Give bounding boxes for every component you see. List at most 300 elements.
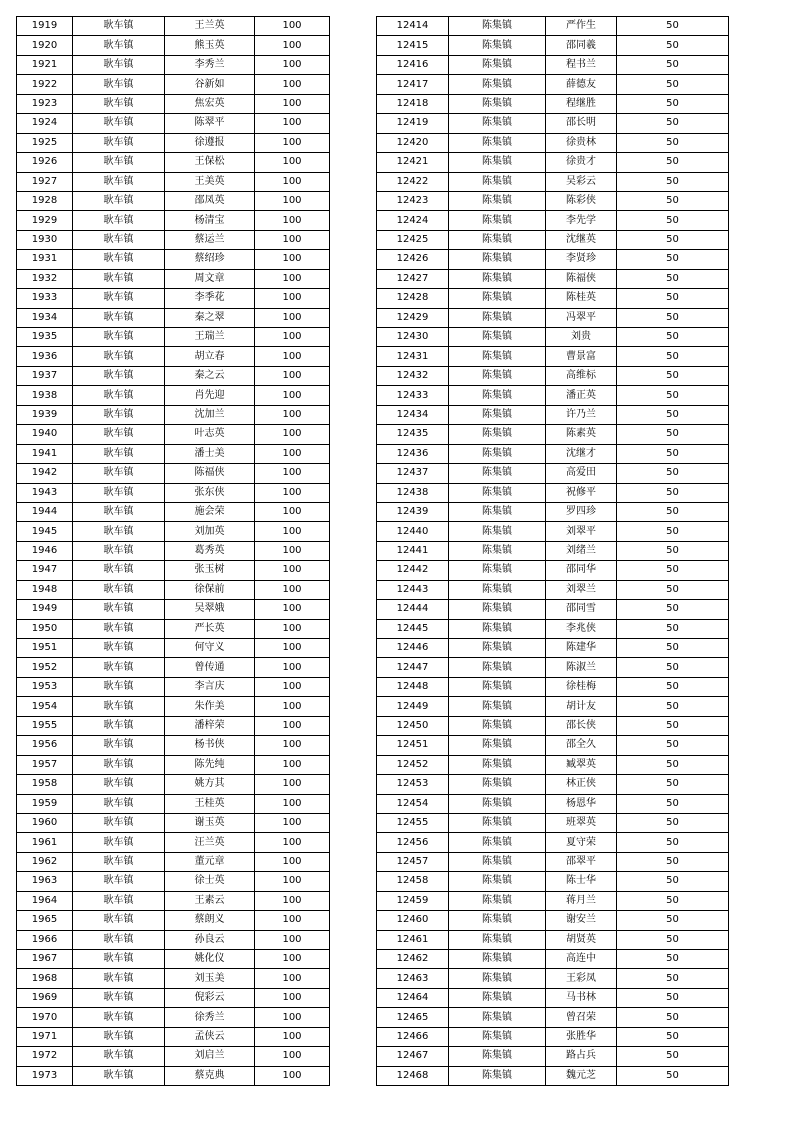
name-cell: 谢玉英 bbox=[165, 813, 255, 832]
serial-number-cell: 1958 bbox=[17, 775, 73, 794]
town-cell: 耿车镇 bbox=[73, 502, 165, 521]
table-row bbox=[377, 153, 729, 172]
amount-cell: 50 bbox=[617, 191, 729, 210]
serial-number-cell: 12437 bbox=[377, 464, 449, 483]
town-cell: 耿车镇 bbox=[73, 75, 165, 94]
table-row bbox=[377, 580, 729, 599]
table-row bbox=[377, 794, 729, 813]
town-cell: 耿车镇 bbox=[73, 211, 165, 230]
table-row bbox=[377, 230, 729, 249]
amount-cell: 50 bbox=[617, 736, 729, 755]
town-cell: 耿车镇 bbox=[73, 561, 165, 580]
town-cell: 陈集镇 bbox=[449, 619, 546, 638]
name-cell: 胡立春 bbox=[165, 347, 255, 366]
amount-cell: 50 bbox=[617, 950, 729, 969]
table-row bbox=[17, 250, 330, 269]
town-cell: 陈集镇 bbox=[449, 1047, 546, 1066]
amount-cell: 50 bbox=[617, 425, 729, 444]
amount-cell: 50 bbox=[617, 522, 729, 541]
table-row bbox=[17, 172, 330, 191]
amount-cell: 50 bbox=[617, 328, 729, 347]
table-row bbox=[377, 502, 729, 521]
serial-number-cell: 12450 bbox=[377, 716, 449, 735]
amount-cell: 50 bbox=[617, 308, 729, 327]
serial-number-cell: 1925 bbox=[17, 133, 73, 152]
amount-cell: 50 bbox=[617, 1027, 729, 1046]
name-cell: 程继胜 bbox=[546, 94, 617, 113]
table-row bbox=[17, 36, 330, 55]
amount-cell: 50 bbox=[617, 1066, 729, 1085]
amount-cell: 100 bbox=[255, 405, 330, 424]
name-cell: 薛德友 bbox=[546, 75, 617, 94]
table-row bbox=[377, 464, 729, 483]
serial-number-cell: 12441 bbox=[377, 541, 449, 560]
amount-cell: 100 bbox=[255, 425, 330, 444]
amount-cell: 100 bbox=[255, 36, 330, 55]
table-row bbox=[377, 561, 729, 580]
amount-cell: 100 bbox=[255, 522, 330, 541]
town-cell: 耿车镇 bbox=[73, 794, 165, 813]
name-cell: 陈先纯 bbox=[165, 755, 255, 774]
amount-cell: 100 bbox=[255, 639, 330, 658]
amount-cell: 100 bbox=[255, 133, 330, 152]
left-table bbox=[16, 16, 330, 1086]
town-cell: 耿车镇 bbox=[73, 813, 165, 832]
table-row bbox=[17, 775, 330, 794]
town-cell: 耿车镇 bbox=[73, 677, 165, 696]
name-cell: 蒋月兰 bbox=[546, 891, 617, 910]
town-cell: 陈集镇 bbox=[449, 988, 546, 1007]
name-cell: 秦之翠 bbox=[165, 308, 255, 327]
amount-cell: 50 bbox=[617, 911, 729, 930]
name-cell: 陈彩侠 bbox=[546, 191, 617, 210]
serial-number-cell: 12452 bbox=[377, 755, 449, 774]
table-row bbox=[17, 911, 330, 930]
serial-number-cell: 12414 bbox=[377, 17, 449, 36]
table-row bbox=[377, 619, 729, 638]
name-cell: 刘翠兰 bbox=[546, 580, 617, 599]
amount-cell: 100 bbox=[255, 444, 330, 463]
name-cell: 刘启兰 bbox=[165, 1047, 255, 1066]
name-cell: 邵全久 bbox=[546, 736, 617, 755]
serial-number-cell: 12432 bbox=[377, 366, 449, 385]
town-cell: 耿车镇 bbox=[73, 444, 165, 463]
amount-cell: 100 bbox=[255, 347, 330, 366]
table-row bbox=[17, 308, 330, 327]
serial-number-cell: 1967 bbox=[17, 950, 73, 969]
name-cell: 谷新如 bbox=[165, 75, 255, 94]
name-cell: 徐保前 bbox=[165, 580, 255, 599]
name-cell: 周文章 bbox=[165, 269, 255, 288]
town-cell: 陈集镇 bbox=[449, 658, 546, 677]
table-row bbox=[17, 813, 330, 832]
serial-number-cell: 1966 bbox=[17, 930, 73, 949]
table-row bbox=[377, 55, 729, 74]
table-row bbox=[17, 502, 330, 521]
amount-cell: 50 bbox=[617, 94, 729, 113]
name-cell: 祝修平 bbox=[546, 483, 617, 502]
table-row bbox=[17, 969, 330, 988]
name-cell: 沈继英 bbox=[546, 230, 617, 249]
name-cell: 孙良云 bbox=[165, 930, 255, 949]
name-cell: 徐遵报 bbox=[165, 133, 255, 152]
serial-number-cell: 1952 bbox=[17, 658, 73, 677]
amount-cell: 100 bbox=[255, 600, 330, 619]
table-row bbox=[377, 639, 729, 658]
name-cell: 邵同雪 bbox=[546, 600, 617, 619]
amount-cell: 50 bbox=[617, 658, 729, 677]
town-cell: 陈集镇 bbox=[449, 328, 546, 347]
name-cell: 夏守荣 bbox=[546, 833, 617, 852]
serial-number-cell: 12462 bbox=[377, 950, 449, 969]
town-cell: 耿车镇 bbox=[73, 269, 165, 288]
amount-cell: 50 bbox=[617, 677, 729, 696]
table-row bbox=[17, 289, 330, 308]
amount-cell: 100 bbox=[255, 833, 330, 852]
serial-number-cell: 12464 bbox=[377, 988, 449, 1007]
table-row bbox=[377, 988, 729, 1007]
amount-cell: 100 bbox=[255, 930, 330, 949]
name-cell: 林正侠 bbox=[546, 775, 617, 794]
town-cell: 耿车镇 bbox=[73, 191, 165, 210]
table-row bbox=[17, 94, 330, 113]
town-cell: 耿车镇 bbox=[73, 891, 165, 910]
table-row bbox=[17, 561, 330, 580]
serial-number-cell: 1931 bbox=[17, 250, 73, 269]
serial-number-cell: 1948 bbox=[17, 580, 73, 599]
town-cell: 陈集镇 bbox=[449, 133, 546, 152]
serial-number-cell: 12447 bbox=[377, 658, 449, 677]
table-row bbox=[377, 911, 729, 930]
town-cell: 耿车镇 bbox=[73, 250, 165, 269]
amount-cell: 50 bbox=[617, 969, 729, 988]
table-row bbox=[377, 852, 729, 871]
table-row bbox=[17, 872, 330, 891]
town-cell: 陈集镇 bbox=[449, 250, 546, 269]
town-cell: 耿车镇 bbox=[73, 716, 165, 735]
table-row bbox=[377, 1047, 729, 1066]
serial-number-cell: 12440 bbox=[377, 522, 449, 541]
amount-cell: 50 bbox=[617, 153, 729, 172]
amount-cell: 100 bbox=[255, 969, 330, 988]
amount-cell: 50 bbox=[617, 1008, 729, 1027]
name-cell: 肖先迎 bbox=[165, 386, 255, 405]
amount-cell: 100 bbox=[255, 736, 330, 755]
name-cell: 熊玉英 bbox=[165, 36, 255, 55]
serial-number-cell: 12442 bbox=[377, 561, 449, 580]
amount-cell: 100 bbox=[255, 950, 330, 969]
town-cell: 陈集镇 bbox=[449, 911, 546, 930]
serial-number-cell: 12444 bbox=[377, 600, 449, 619]
serial-number-cell: 12454 bbox=[377, 794, 449, 813]
name-cell: 李兆侠 bbox=[546, 619, 617, 638]
town-cell: 陈集镇 bbox=[449, 736, 546, 755]
name-cell: 李贤珍 bbox=[546, 250, 617, 269]
table-row bbox=[17, 580, 330, 599]
name-cell: 邵同羲 bbox=[546, 36, 617, 55]
town-cell: 耿车镇 bbox=[73, 541, 165, 560]
name-cell: 葛秀英 bbox=[165, 541, 255, 560]
serial-number-cell: 1942 bbox=[17, 464, 73, 483]
serial-number-cell: 12466 bbox=[377, 1027, 449, 1046]
table-row bbox=[17, 522, 330, 541]
name-cell: 张玉树 bbox=[165, 561, 255, 580]
town-cell: 耿车镇 bbox=[73, 230, 165, 249]
town-cell: 耿车镇 bbox=[73, 988, 165, 1007]
town-cell: 陈集镇 bbox=[449, 153, 546, 172]
serial-number-cell: 1945 bbox=[17, 522, 73, 541]
serial-number-cell: 1968 bbox=[17, 969, 73, 988]
serial-number-cell: 12436 bbox=[377, 444, 449, 463]
town-cell: 陈集镇 bbox=[449, 794, 546, 813]
name-cell: 陈福侠 bbox=[546, 269, 617, 288]
table-row bbox=[17, 891, 330, 910]
name-cell: 陈福侠 bbox=[165, 464, 255, 483]
town-cell: 耿车镇 bbox=[73, 1008, 165, 1027]
amount-cell: 100 bbox=[255, 94, 330, 113]
amount-cell: 50 bbox=[617, 75, 729, 94]
table-row bbox=[377, 891, 729, 910]
amount-cell: 50 bbox=[617, 211, 729, 230]
serial-number-cell: 12448 bbox=[377, 677, 449, 696]
town-cell: 耿车镇 bbox=[73, 755, 165, 774]
table-row bbox=[377, 600, 729, 619]
name-cell: 严作生 bbox=[546, 17, 617, 36]
amount-cell: 100 bbox=[255, 697, 330, 716]
name-cell: 潘士美 bbox=[165, 444, 255, 463]
table-row bbox=[17, 386, 330, 405]
town-cell: 陈集镇 bbox=[449, 172, 546, 191]
amount-cell: 50 bbox=[617, 833, 729, 852]
table-row bbox=[17, 366, 330, 385]
town-cell: 耿车镇 bbox=[73, 522, 165, 541]
table-row bbox=[17, 1027, 330, 1046]
name-cell: 曾传通 bbox=[165, 658, 255, 677]
town-cell: 耿车镇 bbox=[73, 483, 165, 502]
town-cell: 陈集镇 bbox=[449, 813, 546, 832]
table-row bbox=[377, 289, 729, 308]
table-row bbox=[17, 697, 330, 716]
name-cell: 邵长明 bbox=[546, 114, 617, 133]
name-cell: 孟侠云 bbox=[165, 1027, 255, 1046]
name-cell: 秦之云 bbox=[165, 366, 255, 385]
town-cell: 陈集镇 bbox=[449, 17, 546, 36]
serial-number-cell: 1920 bbox=[17, 36, 73, 55]
town-cell: 耿车镇 bbox=[73, 872, 165, 891]
serial-number-cell: 12458 bbox=[377, 872, 449, 891]
town-cell: 陈集镇 bbox=[449, 425, 546, 444]
name-cell: 王瑞兰 bbox=[165, 328, 255, 347]
serial-number-cell: 1940 bbox=[17, 425, 73, 444]
serial-number-cell: 1955 bbox=[17, 716, 73, 735]
town-cell: 耿车镇 bbox=[73, 36, 165, 55]
table-row bbox=[17, 716, 330, 735]
table-row bbox=[17, 425, 330, 444]
amount-cell: 50 bbox=[617, 133, 729, 152]
town-cell: 耿车镇 bbox=[73, 852, 165, 871]
town-cell: 陈集镇 bbox=[449, 1066, 546, 1085]
town-cell: 耿车镇 bbox=[73, 289, 165, 308]
town-cell: 陈集镇 bbox=[449, 444, 546, 463]
amount-cell: 100 bbox=[255, 1027, 330, 1046]
name-cell: 胡贤英 bbox=[546, 930, 617, 949]
table-row bbox=[17, 133, 330, 152]
serial-number-cell: 1934 bbox=[17, 308, 73, 327]
town-cell: 陈集镇 bbox=[449, 114, 546, 133]
serial-number-cell: 1962 bbox=[17, 852, 73, 871]
town-cell: 耿车镇 bbox=[73, 580, 165, 599]
table-row bbox=[377, 522, 729, 541]
table-row bbox=[17, 75, 330, 94]
amount-cell: 100 bbox=[255, 308, 330, 327]
serial-number-cell: 1964 bbox=[17, 891, 73, 910]
serial-number-cell: 1922 bbox=[17, 75, 73, 94]
town-cell: 耿车镇 bbox=[73, 425, 165, 444]
serial-number-cell: 1965 bbox=[17, 911, 73, 930]
name-cell: 邵凤英 bbox=[165, 191, 255, 210]
table-row bbox=[377, 328, 729, 347]
table-row bbox=[17, 269, 330, 288]
serial-number-cell: 12430 bbox=[377, 328, 449, 347]
serial-number-cell: 12417 bbox=[377, 75, 449, 94]
amount-cell: 50 bbox=[617, 444, 729, 463]
town-cell: 陈集镇 bbox=[449, 483, 546, 502]
name-cell: 何守义 bbox=[165, 639, 255, 658]
town-cell: 陈集镇 bbox=[449, 697, 546, 716]
serial-number-cell: 1963 bbox=[17, 872, 73, 891]
amount-cell: 100 bbox=[255, 561, 330, 580]
name-cell: 姚化仪 bbox=[165, 950, 255, 969]
serial-number-cell: 1961 bbox=[17, 833, 73, 852]
name-cell: 张东侠 bbox=[165, 483, 255, 502]
serial-number-cell: 12446 bbox=[377, 639, 449, 658]
name-cell: 许乃兰 bbox=[546, 405, 617, 424]
table-row bbox=[377, 483, 729, 502]
table-row bbox=[17, 852, 330, 871]
town-cell: 陈集镇 bbox=[449, 852, 546, 871]
town-cell: 陈集镇 bbox=[449, 541, 546, 560]
name-cell: 姚方其 bbox=[165, 775, 255, 794]
town-cell: 耿车镇 bbox=[73, 619, 165, 638]
serial-number-cell: 1956 bbox=[17, 736, 73, 755]
amount-cell: 50 bbox=[617, 794, 729, 813]
amount-cell: 100 bbox=[255, 580, 330, 599]
name-cell: 徐士英 bbox=[165, 872, 255, 891]
town-cell: 陈集镇 bbox=[449, 308, 546, 327]
amount-cell: 50 bbox=[617, 502, 729, 521]
town-cell: 耿车镇 bbox=[73, 55, 165, 74]
amount-cell: 100 bbox=[255, 541, 330, 560]
amount-cell: 100 bbox=[255, 366, 330, 385]
name-cell: 蔡运兰 bbox=[165, 230, 255, 249]
name-cell: 徐贵林 bbox=[546, 133, 617, 152]
amount-cell: 100 bbox=[255, 775, 330, 794]
name-cell: 王彩凤 bbox=[546, 969, 617, 988]
table-row bbox=[17, 541, 330, 560]
amount-cell: 50 bbox=[617, 250, 729, 269]
name-cell: 张胜华 bbox=[546, 1027, 617, 1046]
town-cell: 耿车镇 bbox=[73, 347, 165, 366]
serial-number-cell: 1943 bbox=[17, 483, 73, 502]
town-cell: 陈集镇 bbox=[449, 716, 546, 735]
amount-cell: 50 bbox=[617, 697, 729, 716]
serial-number-cell: 12465 bbox=[377, 1008, 449, 1027]
town-cell: 耿车镇 bbox=[73, 386, 165, 405]
amount-cell: 50 bbox=[617, 289, 729, 308]
town-cell: 陈集镇 bbox=[449, 1027, 546, 1046]
serial-number-cell: 12427 bbox=[377, 269, 449, 288]
amount-cell: 100 bbox=[255, 153, 330, 172]
amount-cell: 50 bbox=[617, 988, 729, 1007]
name-cell: 曾召荣 bbox=[546, 1008, 617, 1027]
town-cell: 耿车镇 bbox=[73, 366, 165, 385]
amount-cell: 50 bbox=[617, 716, 729, 735]
serial-number-cell: 12419 bbox=[377, 114, 449, 133]
name-cell: 徐秀兰 bbox=[165, 1008, 255, 1027]
name-cell: 王素云 bbox=[165, 891, 255, 910]
name-cell: 陈士华 bbox=[546, 872, 617, 891]
table-row bbox=[377, 386, 729, 405]
town-cell: 耿车镇 bbox=[73, 133, 165, 152]
serial-number-cell: 1947 bbox=[17, 561, 73, 580]
amount-cell: 100 bbox=[255, 677, 330, 696]
town-cell: 陈集镇 bbox=[449, 75, 546, 94]
town-cell: 陈集镇 bbox=[449, 502, 546, 521]
name-cell: 施会荣 bbox=[165, 502, 255, 521]
amount-cell: 50 bbox=[617, 230, 729, 249]
table-row bbox=[377, 736, 729, 755]
serial-number-cell: 12443 bbox=[377, 580, 449, 599]
amount-cell: 100 bbox=[255, 755, 330, 774]
serial-number-cell: 12426 bbox=[377, 250, 449, 269]
name-cell: 蔡绍珍 bbox=[165, 250, 255, 269]
name-cell: 邵长侠 bbox=[546, 716, 617, 735]
serial-number-cell: 1936 bbox=[17, 347, 73, 366]
serial-number-cell: 1941 bbox=[17, 444, 73, 463]
town-cell: 陈集镇 bbox=[449, 405, 546, 424]
town-cell: 陈集镇 bbox=[449, 833, 546, 852]
town-cell: 耿车镇 bbox=[73, 94, 165, 113]
table-row bbox=[377, 658, 729, 677]
amount-cell: 50 bbox=[617, 775, 729, 794]
amount-cell: 50 bbox=[617, 483, 729, 502]
town-cell: 陈集镇 bbox=[449, 872, 546, 891]
amount-cell: 100 bbox=[255, 211, 330, 230]
serial-number-cell: 12445 bbox=[377, 619, 449, 638]
table-row bbox=[17, 1066, 330, 1085]
table-row bbox=[17, 677, 330, 696]
town-cell: 陈集镇 bbox=[449, 891, 546, 910]
serial-number-cell: 12461 bbox=[377, 930, 449, 949]
table-row bbox=[17, 464, 330, 483]
table-row bbox=[17, 483, 330, 502]
serial-number-cell: 1921 bbox=[17, 55, 73, 74]
table-row bbox=[377, 250, 729, 269]
serial-number-cell: 12428 bbox=[377, 289, 449, 308]
amount-cell: 50 bbox=[617, 600, 729, 619]
serial-number-cell: 12433 bbox=[377, 386, 449, 405]
serial-number-cell: 1949 bbox=[17, 600, 73, 619]
town-cell: 陈集镇 bbox=[449, 677, 546, 696]
serial-number-cell: 12455 bbox=[377, 813, 449, 832]
serial-number-cell: 12435 bbox=[377, 425, 449, 444]
table-row bbox=[377, 1066, 729, 1085]
name-cell: 马书林 bbox=[546, 988, 617, 1007]
name-cell: 高连中 bbox=[546, 950, 617, 969]
name-cell: 陈翠平 bbox=[165, 114, 255, 133]
amount-cell: 100 bbox=[255, 658, 330, 677]
town-cell: 耿车镇 bbox=[73, 1027, 165, 1046]
